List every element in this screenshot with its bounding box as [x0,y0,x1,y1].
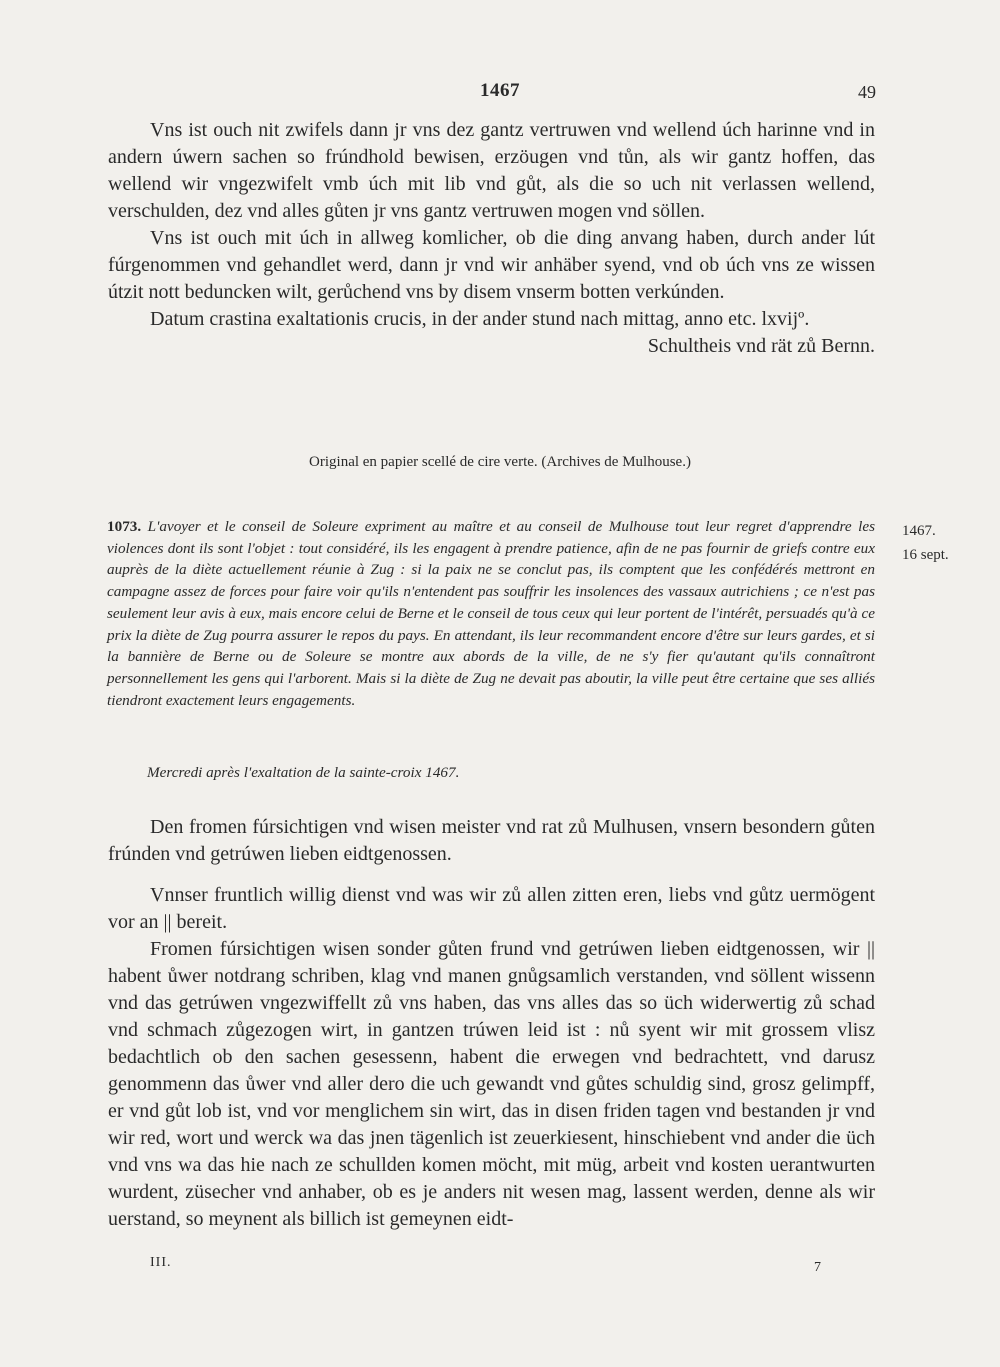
letter-1-dating: Datum crastina exaltationis crucis, in der ander stund nach mittag, anno etc. lxvijº. [150,308,810,330]
letter-1-paragraph: Vns ist ouch nit zwifels dann jr vns dez gantz vertruwen vnd wellend úch harinne vnd in andern úwern sachen so frúndhold bewisen, erzöugen vnd tůn, als wir gantz hoffen, das wellend wir vngezwifelt vmb úch mit lib vnd gůt, als die so uch nit verlassen wellend, verschulden, dez vnd alles gůten jr vns gantz vertruwen mogen vnd söllen. [108,119,875,222]
regest-summary: L'avoyer et le conseil de Soleure expriment au maître et au conseil de Mulhouse tout leur regret d'apprendre les violences dont ils sont l'objet : tout considéré, ils les engagent à prendre patience, afin de ne pas fournir de griefs contre eux auprès de la diète actuellement réunie à Zug : si la paix ne se conclut pas, ils comptent que les confédérés mettront en campagne assez de forces pour faire voir qu'ils n'entendent pas souffrir les insolences des vassaux autrichiens ; ce n'est pas seulement leur avis à eux, mais encore celui de Berne et le conseil de tous ceux qui leur portent de l'intérêt, persuadés qu'à ce prix la diète de Zug pourra assurer le repos du pays. En attendant, ils leur recommandent encore d'être sur leurs gardes, et si la bannière de Berne ou de Soleure se montre aux abords de la ville, de ne s'y fier qu'autant qu'ils connaîtront personnellement les gens qui l'arborent. Mais si la diète de Zug ne devait pas aboutir, la ville peut être certaine que ses alliés tiendront exactement leurs engagements. [107,518,875,709]
sheet-number: 7 [814,1260,821,1275]
letter-1-paragraph: Vns ist ouch mit úch in allweg komlicher, ob die ding anvang haben, durch ander lút fúrgenommen vnd gehandlet werd, dann jr vnd wir anhäber syend, vnd ob úch vns ze wissen útzit nott beduncken wilt, gerůchend vns by disem vnserm botten verkúnden. [108,227,875,303]
letter-2-paragraph: Vnnser fruntlich willig dienst vnd was wir zů allen zitten eren, liebs vnd gůtz uermögent vor an || bereit. [108,884,875,933]
margin-year: 1467. [902,523,936,539]
page-number: 49 [858,82,876,102]
letter-2-paragraph: Fromen fúrsichtigen wisen sonder gůten frund vnd getrúwen lieben eidtgenossen, wir || habent ůwer notdrang schriben, klag vnd manen gnůgsamlich verstanden, vnd söllent wissenn vnd das getrúwen vngezwiffellt zů vns haben, das vns alles das so üch widerwertig zů schad vnd schmach zůgezogen wirt, in gantzen trúwen leid ist : nů syent wir mit grossem vlisz bedachtlich ob den sachen gesessenn, habent die erwegen vnd bedrachtett, vnd darusz genommenn das ůwer vnd aller dero die uch gewandt vnd gůtes schuldig sind, grosz gelimpff, er vnd gůt lob ist, vnd vor menglichem sin wirt, das in disen friden tagen vnd bestanden jr vnd wir red, wort und werck wa das jnen tägenlich ist zeuerkiesent, hinschiebent vnd ander die üch vnd vns wa das hie nach ze schullden komen möcht, mit müg, arbeit vnd kosten uerantwurten wurdent, züsecher vnd anhaber, ob es je anders nit wesen mag, lassent werden, denne als wir uerstand, so meynent als billich ist gemeynen eidt- [108,938,875,1230]
signature-mark: III. [150,1255,172,1270]
letter-2 [108,814,875,1233]
regest-1073 [107,516,875,711]
regest-dateline: Mercredi après l'exaltation de la sainte-croix 1467. [147,764,460,781]
running-head-year: 1467 [480,80,520,101]
letter-1-signature: Schultheis vnd rät zů Bernn. [647,335,875,357]
document-number: 1073. [107,518,142,535]
margin-date: 16 sept. [902,547,949,563]
source-note: Original en papier scellé de cire verte. (Archives de Mulhouse.) [309,454,691,470]
letter-1 [108,117,875,360]
letter-2-address: Den fromen fúrsichtigen vnd wisen meister vnd rat zů Mulhusen, vnsern besondern gůten frúnden vnd getrúwen lieben eidtgenossen. [108,816,875,865]
